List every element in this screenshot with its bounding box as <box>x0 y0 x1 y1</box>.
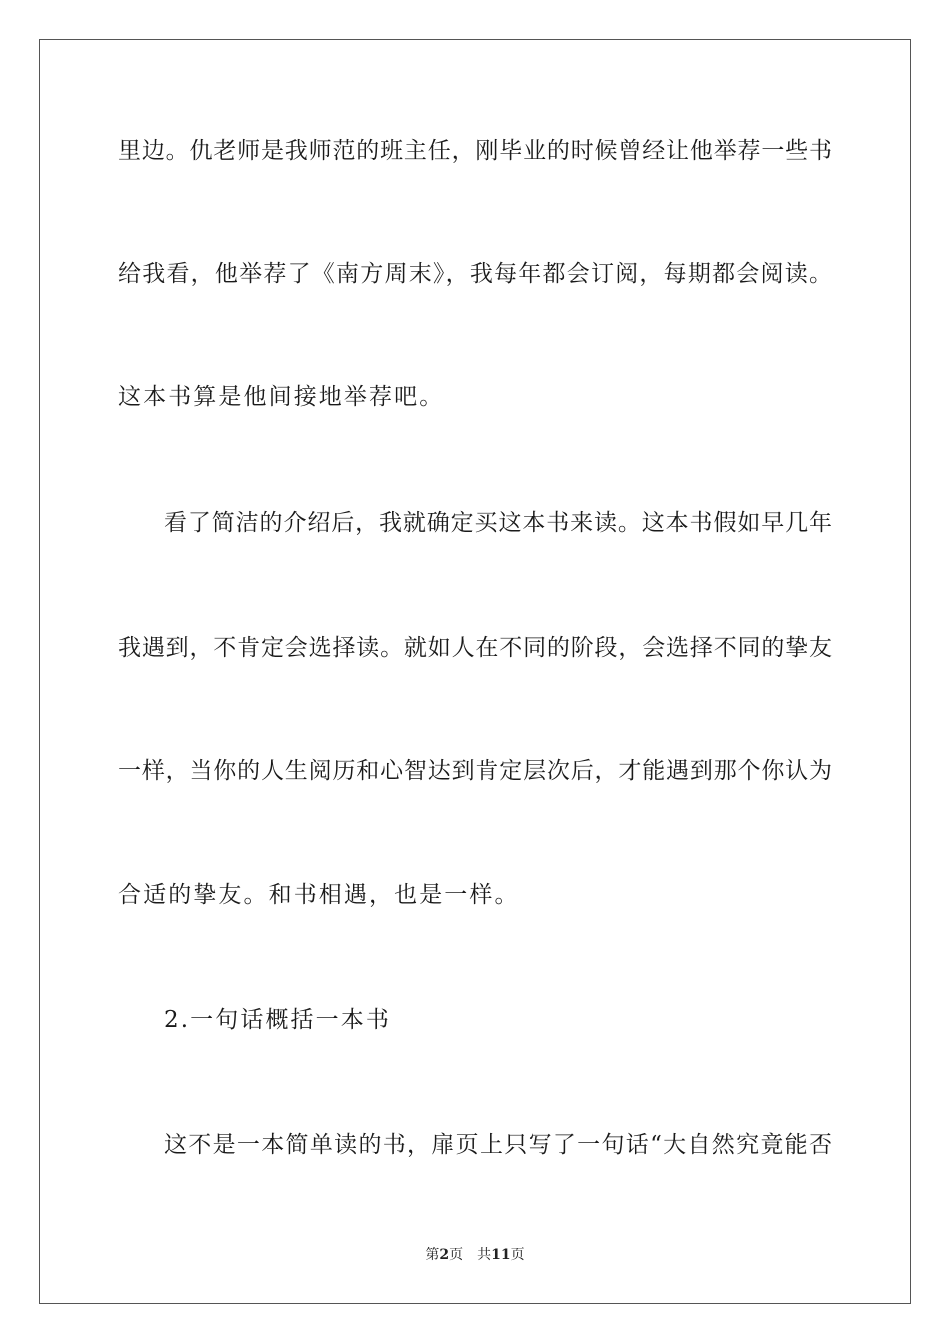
body-line-3: 这本书算是他间接地举荐吧。 <box>118 384 445 410</box>
body-line-4: 看了简洁的介绍后，我就确定买这本书来读。这本书假如早几年 <box>164 510 832 536</box>
total-pages: 11 <box>491 1247 511 1263</box>
page-number: 2 <box>439 1247 450 1263</box>
page-footer <box>0 1246 950 1264</box>
body-line-6: 一样，当你的人生阅历和心智达到肯定层次后，才能遇到那个你认为 <box>118 758 832 784</box>
section-heading: 2.一句话概括一本书 <box>164 1007 391 1033</box>
page-frame <box>39 39 911 1304</box>
total-suffix: 页 <box>510 1247 525 1263</box>
body-line-9: 这不是一本简单读的书，扉页上只写了一句话“大自然究竟能否 <box>164 1132 832 1158</box>
body-line-1: 里边。仇老师是我师范的班主任，刚毕业的时候曾经让他举荐一些书 <box>118 138 832 164</box>
page-prefix: 第 <box>425 1247 440 1263</box>
body-line-7: 合适的挚友。和书相遇，也是一样。 <box>118 882 520 908</box>
total-prefix: 共 <box>477 1247 492 1263</box>
page-suffix: 页 <box>449 1247 464 1263</box>
body-line-2: 给我看，他举荐了《南方周末》，我每年都会订阅，每期都会阅读。 <box>118 261 832 287</box>
body-line-5: 我遇到，不肯定会选择读。就如人在不同的阶段，会选择不同的挚友 <box>118 635 832 661</box>
